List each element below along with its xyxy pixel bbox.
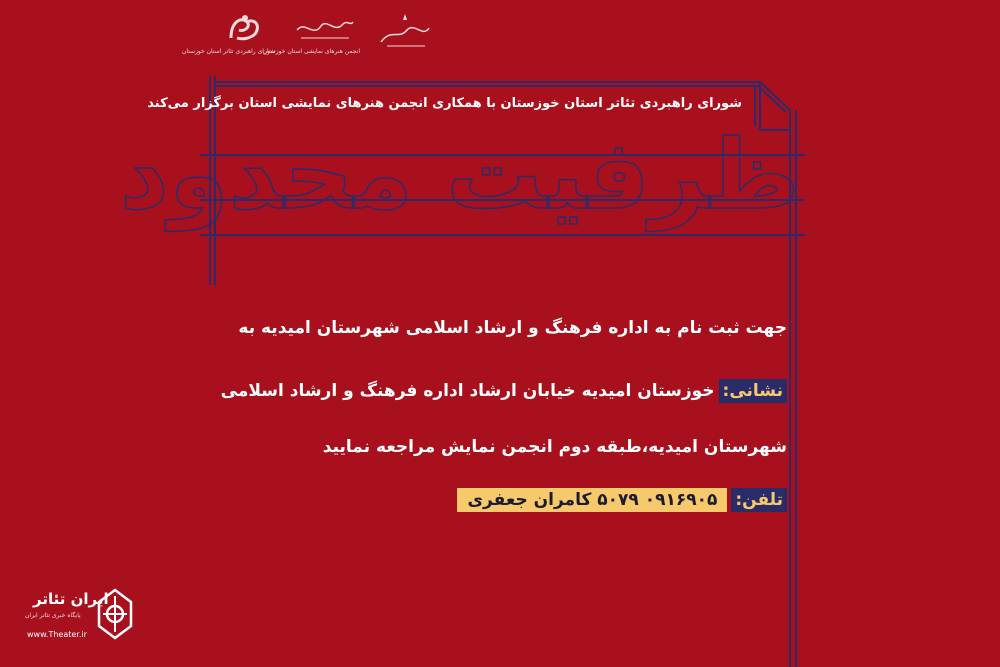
phone-value: ۰۹۱۶۹۰۵ ۵۰۷۹ کامران جعفری bbox=[457, 488, 727, 512]
ministry-culture-logo bbox=[375, 12, 435, 52]
registration-line: جهت ثبت نام به اداره فرهنگ و ارشاد اسلامی شهرستان امیدیه به bbox=[238, 318, 787, 338]
brand-name: ایران تئاتر bbox=[33, 590, 109, 608]
brand-subtitle: پایگاه خبری تئاتر ایران bbox=[25, 612, 81, 619]
page-title: ظرفیت محدود bbox=[119, 119, 800, 231]
performing-arts-association-logo bbox=[262, 12, 360, 56]
address-label: نشانی: bbox=[719, 379, 787, 403]
address-continued-line: شهرستان امیدیه،طبقه دوم انجمن نمایش مراجعه نمایید bbox=[322, 437, 787, 457]
iran-theater-logo-icon bbox=[97, 588, 133, 640]
sponsor-logos bbox=[181, 12, 415, 64]
theater-council-caption: شورای راهبردی تئاتر استان خوزستان bbox=[181, 48, 275, 55]
organizer-line: شورای راهبردی تئاتر استان خوزستان با همکاری انجمن هنرهای نمایشی استان برگزار می‌کند bbox=[147, 96, 742, 111]
ministry-culture-icon bbox=[377, 12, 433, 48]
phone-label: تلفن: bbox=[731, 488, 787, 512]
performing-arts-association-icon bbox=[293, 12, 357, 44]
address-line bbox=[212, 379, 787, 403]
phone-row bbox=[457, 488, 787, 512]
brand-url: www.Theater.ir bbox=[27, 630, 87, 639]
theater-council-icon bbox=[225, 12, 265, 44]
address-text: خوزستان امیدیه خیابان ارشاد اداره فرهنگ و ارشاد اسلامی bbox=[220, 381, 715, 401]
performing-arts-association-caption: انجمن هنرهای نمایشی استان خوزستان bbox=[262, 48, 360, 55]
iran-theater-brand bbox=[25, 588, 135, 648]
